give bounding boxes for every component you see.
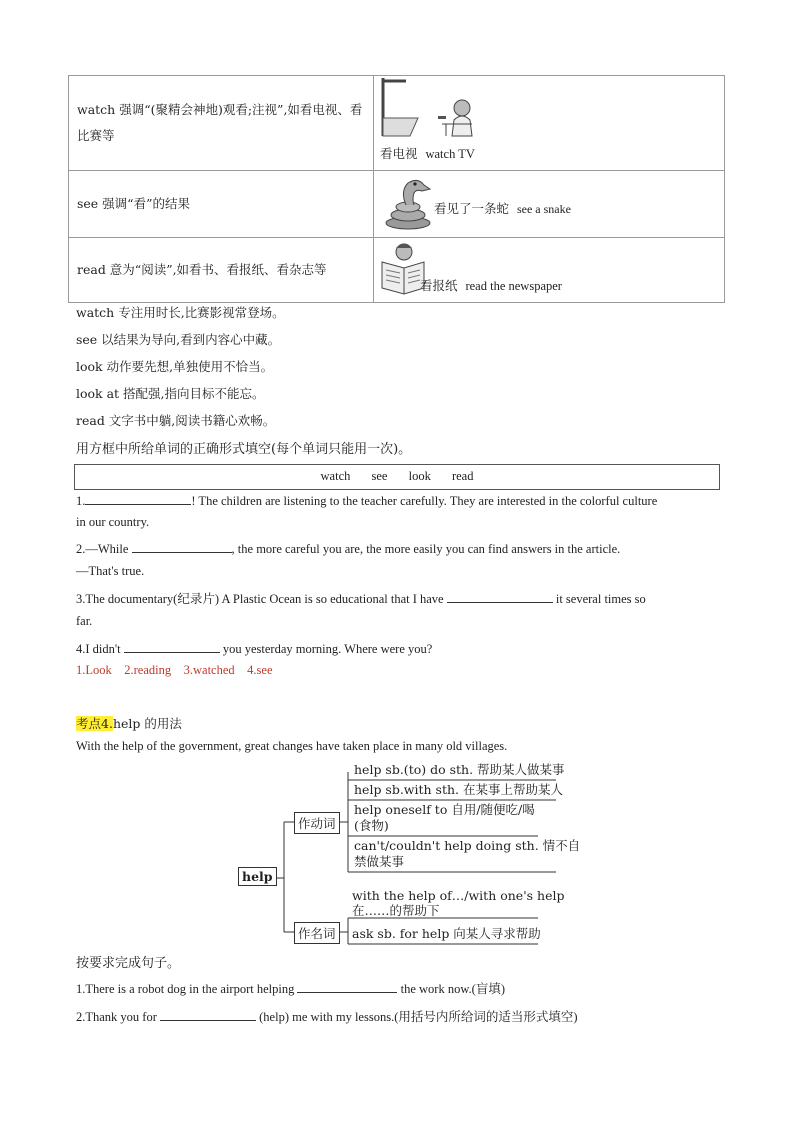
help-mindmap	[238, 760, 581, 946]
table-cell-desc: read 意为“阅读”,如看书、看报纸、看杂志等	[69, 238, 374, 303]
caption	[420, 276, 562, 294]
mindmap-leaf: with the help of…/with one's help	[352, 888, 565, 903]
caption-en: watch TV	[425, 147, 475, 161]
caption-cn: 看见了一条蛇	[434, 201, 510, 216]
caption	[380, 144, 475, 162]
table-cell-illustration	[374, 171, 725, 238]
answer-blank[interactable]	[124, 639, 220, 653]
exercise-instruction: 按要求完成句子。	[76, 956, 181, 971]
mindmap-leaf: help oneself to 自用/随便吃/喝	[354, 802, 535, 817]
vocab-table	[68, 75, 725, 303]
rhyme-line: watch 专注用时长,比赛影视常登场。	[76, 305, 285, 320]
question-2-reply: —That's true.	[76, 564, 145, 578]
question-2: 2.Thank you for (help) me with my lessons.(用括号内所给词的适当形式填空)	[76, 1007, 578, 1025]
answer-blank[interactable]	[447, 589, 553, 603]
example-sentence: With the help of the government, great changes have taken place in many old villages.	[76, 739, 508, 753]
mindmap-noun-node: 作名词	[294, 922, 340, 944]
mindmap-leaf: 禁做某事	[354, 854, 405, 869]
question-4: 4.I didn't you yesterday morning. Where were you?	[76, 639, 432, 657]
caption	[434, 199, 571, 217]
question-1: 1. ! The children are listening to the teacher carefully. They are interested in the colorful culture	[76, 491, 720, 509]
answer-key: 1.Look 2.reading 3.watched 4.see	[76, 663, 273, 677]
question-2: 2.—While , the more careful you are, the more easily you can find answers in the article.	[76, 539, 620, 557]
table-cell-illustration	[374, 76, 725, 171]
mindmap-root: help	[238, 867, 277, 886]
snake-illustration	[382, 175, 438, 231]
rhyme-line: see 以结果为导向,看到内容心中藏。	[76, 332, 281, 347]
section-tag: 考点	[76, 716, 102, 731]
table-row	[69, 171, 725, 238]
mindmap-leaf: (食物)	[354, 818, 389, 833]
answer-blank[interactable]	[85, 491, 191, 505]
section-heading	[76, 714, 182, 732]
word-option: watch	[320, 469, 351, 483]
table-row	[69, 238, 725, 303]
word-option: look	[408, 469, 431, 483]
table-cell-desc: watch 强调“(聚精会神地)观看;注视”,如看电视、看比赛等	[69, 76, 374, 171]
tv-watching-illustration	[380, 78, 480, 140]
rhyme-line: look at 搭配强,指向目标不能忘。	[76, 386, 265, 401]
word-box	[74, 464, 720, 490]
answer-blank[interactable]	[132, 539, 232, 553]
question-3: 3.The documentary(纪录片) A Plastic Ocean is so educational that I have it several times so	[76, 589, 646, 607]
mindmap-leaf: ask sb. for help 向某人寻求帮助	[352, 926, 541, 941]
caption-cn: 看报纸	[420, 278, 458, 293]
mindmap-verb-node: 作动词	[294, 812, 340, 834]
table-row	[69, 76, 725, 171]
caption-cn: 看电视	[380, 146, 418, 161]
word-option: read	[451, 469, 474, 483]
caption-en: read the newspaper	[465, 279, 562, 293]
mindmap-leaf: can't/couldn't help doing sth. 情不自	[354, 838, 581, 853]
question-3-cont: far.	[76, 614, 93, 628]
table-cell-desc: see 强调“看”的结果	[69, 171, 374, 238]
section-num: 4.	[101, 716, 113, 731]
word-option: see	[371, 469, 388, 483]
mindmap-leaf: 在……的帮助下	[352, 903, 440, 918]
table-cell-illustration	[374, 238, 725, 303]
rhyme-line: read 文字书中躺,阅读书籍心欢畅。	[76, 413, 276, 428]
rhyme-line: look 动作要先想,单独使用不恰当。	[76, 359, 274, 374]
mindmap-leaf: help sb.(to) do sth. 帮助某人做某事	[354, 762, 565, 777]
section-title: help 的用法	[112, 716, 182, 731]
answer-blank[interactable]	[297, 979, 397, 993]
exercise-instruction: 用方框中所给单词的正确形式填空(每个单词只能用一次)。	[76, 442, 412, 457]
mindmap-leaf: help sb.with sth. 在某事上帮助某人	[354, 782, 563, 797]
question-1-cont: in our country.	[76, 515, 150, 529]
answer-blank[interactable]	[160, 1007, 256, 1021]
caption-en: see a snake	[516, 202, 571, 216]
question-1: 1.There is a robot dog in the airport helping the work now.(盲填)	[76, 979, 505, 997]
